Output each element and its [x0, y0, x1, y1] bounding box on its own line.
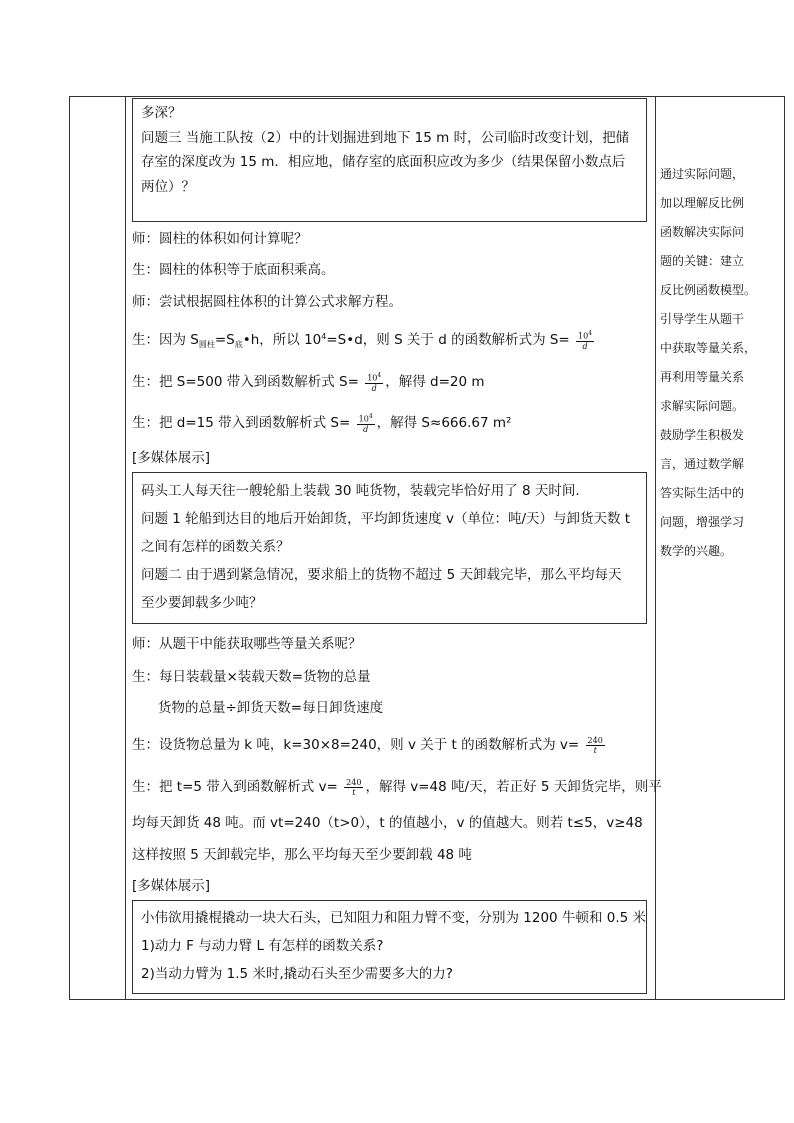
- fraction-numerator: [576, 329, 594, 342]
- dialog-line: 师：圆柱的体积如何计算呢？: [132, 231, 308, 247]
- problem-box-2-line: 至少要卸载多少吨？: [141, 595, 263, 611]
- problem-box-2-line: 问题 1 轮船到达目的地后开始卸货，平均卸货速度 v（单位：吨/天）与卸货天数 t: [141, 511, 631, 527]
- side-note-line: 函数解决实际问: [660, 225, 745, 239]
- problem-box-1-line: 两位）？: [141, 178, 195, 195]
- side-note-line: 答实际生活中的: [660, 486, 745, 500]
- fraction-num-text: 10: [358, 414, 369, 424]
- subscript: 圆柱: [198, 340, 215, 349]
- text-run: 生：因为 S: [132, 332, 199, 348]
- media-label: [多媒体展示]: [132, 450, 211, 466]
- fraction-denominator: t: [352, 787, 356, 797]
- fraction-num-text: 10: [578, 331, 589, 341]
- fraction: [576, 329, 594, 351]
- text-run: =S: [214, 332, 235, 348]
- dialog-line: 这样按照 5 天卸载完毕，那么平均每天至少要卸载 48 吨: [132, 847, 472, 863]
- dialog-line: 生：每日装载量×装载天数=货物的总量: [132, 669, 371, 685]
- design-intent-column: [660, 160, 782, 566]
- fraction-denominator: t: [593, 745, 597, 755]
- problem-box-2-line: 问题二 由于遇到紧急情况，要求船上的货物不超过 5 天卸载完毕，那么平均每天: [141, 567, 622, 583]
- side-note-line: 题的关键：建立: [660, 254, 745, 268]
- fraction-denominator: d: [582, 341, 588, 351]
- fraction-numerator: 240: [346, 777, 362, 787]
- side-note-line: 问题，增强学习: [660, 515, 745, 529]
- fraction-num-sup: 4: [588, 330, 593, 338]
- fraction-num-sup: 4: [368, 413, 373, 420]
- fraction-numerator: [365, 371, 383, 384]
- problem-box-3-line: 小伟欲用撬棍撬动一块大石头，已知阻力和阻力臂不变，分别为 1200 牛顿和 0.5 米: [141, 910, 646, 926]
- fraction-denominator: d: [371, 383, 377, 393]
- fraction: [586, 736, 605, 755]
- text-run: 生：设货物总量为 k 吨，k=30×8=240，则 v 关于 t 的函数解析式为 v=: [132, 737, 580, 753]
- dialog-line-formula: [132, 371, 485, 393]
- media-label: [多媒体展示]: [132, 878, 211, 894]
- problem-box-1-line: 多深？: [141, 105, 182, 121]
- fraction-denominator: d: [363, 424, 369, 434]
- dialog-line: 货物的总量÷卸货天数=每日卸货速度: [158, 700, 384, 716]
- fraction-numerator: 240: [587, 735, 603, 745]
- text-run: =S•d，则 S 关于 d 的函数解析式为 S=: [326, 332, 570, 348]
- fraction-num-sup: 4: [377, 372, 382, 379]
- fraction: [365, 371, 383, 393]
- fraction-numerator: [357, 412, 375, 425]
- text-run: 生：把 d=15 带入到函数解析式 S=: [132, 414, 351, 431]
- side-note-line: 引导学生从题干: [660, 312, 745, 326]
- fraction: [344, 778, 363, 797]
- column-divider-left: [125, 96, 126, 1000]
- text-run: ，解得 d=20 m: [385, 373, 485, 390]
- side-note-line: 加以理解反比例: [660, 196, 745, 210]
- dialog-line: 师：从题干中能获取哪些等量关系呢？: [132, 636, 362, 652]
- text-run: •h，所以 10: [242, 332, 322, 348]
- side-note-line: 通过实际问题，: [660, 167, 745, 181]
- text-run: 生：把 t=5 带入到函数解析式 v=: [132, 779, 338, 795]
- problem-box-2: [132, 472, 647, 624]
- superscript: 4: [321, 332, 327, 341]
- problem-box-3-line: 1)动力 F 与动力臂 L 有怎样的函数关系?: [141, 938, 384, 954]
- problem-box-3-line: 2)当动力臂为 1.5 米时,撬动石头至少需要多大的力?: [141, 966, 453, 982]
- problem-box-1-line: 存室的深度改为 15 m．相应地，储存室的底面积应改为多少（结果保留小数点后: [141, 154, 626, 170]
- subscript: 底: [234, 340, 243, 349]
- column-divider-right: [655, 96, 656, 1000]
- side-note-line: 反比例函数模型。: [660, 283, 757, 297]
- dialog-line-formula: [132, 412, 511, 434]
- side-note-line: 再利用等量关系: [660, 370, 745, 384]
- side-note-line: 中获取等量关系，: [660, 341, 757, 355]
- text-run: ，解得 S≈666.67 m²: [376, 414, 512, 431]
- fraction-num-text: 10: [367, 373, 378, 383]
- problem-box-1-line: 问题三 当施工队按（2）中的计划掘进到地下 15 m 时，公司临时改变计划，把储: [141, 129, 630, 146]
- dialog-line-formula: [132, 735, 607, 755]
- side-note-line: 数学的兴趣。: [660, 544, 733, 558]
- problem-box-2-line: 码头工人每天往一艘轮船上装载 30 吨货物，装载完毕恰好用了 8 天时间.: [141, 483, 580, 499]
- text-run: 生：把 S=500 带入到函数解析式 S=: [132, 373, 359, 390]
- fraction: [357, 412, 375, 434]
- dialog-line: 师：尝试根据圆柱体积的计算公式求解方程。: [132, 294, 402, 310]
- problem-box-1: [132, 98, 647, 222]
- text-run: ，解得 v=48 吨/天，若正好 5 天卸货完毕，则平: [365, 779, 662, 795]
- dialog-line: 生：圆柱的体积等于底面积乘高。: [132, 262, 335, 278]
- dialog-line-formula: [132, 327, 596, 355]
- side-note-line: 鼓励学生积极发: [660, 428, 745, 442]
- problem-box-3: [132, 900, 647, 994]
- side-note-line: 求解实际问题。: [660, 399, 745, 413]
- dialog-line-formula: [132, 777, 662, 797]
- problem-box-2-line: 之间有怎样的函数关系？: [141, 539, 290, 555]
- dialog-line: 均每天卸货 48 吨。而 vt=240（t>0），t 的值越小，v 的值越大。则若 t≤5，v≥48: [132, 815, 643, 831]
- side-note-line: 言，通过数学解: [660, 457, 745, 471]
